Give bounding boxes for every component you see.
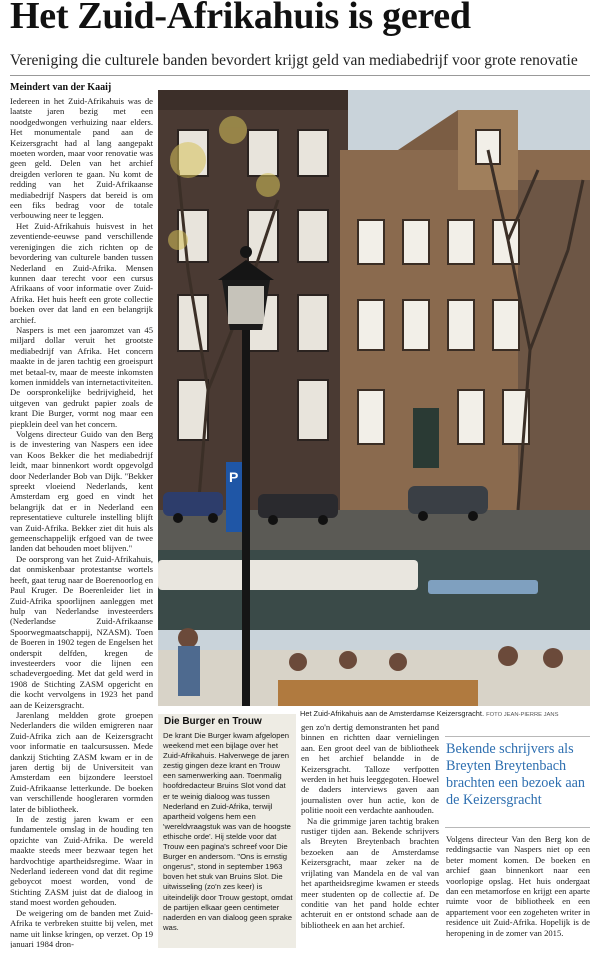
paragraph: Volgens directeur Van den Berg kon de reddingsactie van Naspers niet op een beter moment komen. De boeken en archief gaan binnenkort naar een voorlopige opslag. Het huis ondergaat dan een metamorfose en krijgt een aparte ruimte voor de bibliotheek en een appartement voor een zogeheten writer in residence uit Zuid-Afrika. Hopelijk is de heropening in de zomer van 2015.	[446, 834, 590, 938]
article-column-4	[446, 834, 590, 948]
photo-caption	[300, 709, 590, 720]
quote-rule-top	[445, 736, 590, 737]
paragraph: Volgens directeur Guido van den Berg is de investering van Naspers een idee van Koos Bekker die het mediabedrijf leidt, maar binnenkort wordt opgevolgd door Nederlander Bob van Dijk. "Bekker spreekt vloeiend Nederlands, kent Amsterdam erg goed en vindt het belangrijk dat er in Nederland een representatieve culturele instelling blijft van Zuid-Afrika. Bekker ziet dit huis als gemeenschappelijk erfgoed van de twee landen dat behouden moet blijven."	[10, 429, 153, 554]
article-column-1	[10, 96, 153, 948]
paragraph: Na die grimmige jaren tachtig braken rustiger tijden aan. Bekende schrijvers als Breyten Breytenbach brachten bezoeken aan de Amsterdamse Keizersgracht, maar zeker na de vrijlating van Mandela en de val van het apartheidsregime kwamen er steeds meer studenten op de collectie af. De conditie van het pand holde echter achteruit en er ontstond schade aan de bibliotheek en aan het archief.	[301, 815, 439, 930]
sidebar-text: De krant Die Burger kwam afgelopen weekend met een bijlage over het Zuid-Afrikahuis. Halverwege de jaren zestig gingen deze krant en Trouw een samenwerking aan. Toenmalig hoofdredacteur Bruins Slot vond dat er te weinig dialoog was tussen Nederland en Zuid-Afrika, terwijl apartheid volgens hem een 'wereldvraagstuk was van de hoogste ethische orde'. Hij stelde voor dat Trouw een pagina's schreef voor Die Burger en andersom. "Ons is ernstig ongerus", stond in september 1963 boven het stuk van Bruins Slot. Die uitwisseling (zo'n zes keer) is uiteindelijk door Trouw gestopt, omdat de partijen elkaar geen centimeter naderden en van dialoog geen sprake was.	[163, 731, 293, 932]
paragraph: gen zo'n dertig demonstranten het pand binnen en richtten daar vernielingen aan. Een groot deel van de bibliotheek en het archief belandde in de Keizersgracht. Talloze verfpotten werden in het huis leeggegoten. Hoewel de daders interviews gaven aan journalisten over hun actie, kon de politie nooit een verdachte aanhouden.	[301, 722, 439, 816]
article-column-3	[301, 722, 439, 948]
subheadline: Vereniging die culturele banden bevordert krijgt geld van mediabedrijf voor grote renovatie	[10, 52, 578, 69]
photo-keizersgracht	[158, 90, 590, 706]
byline: Meindert van der Kaaij	[10, 82, 112, 93]
paragraph: In de zestig jaren kwam er een fundamentele omslag in de houding ten opzichte van Zuid-Afrika. De wereld maakte steeds meer bezwaar tegen het hardvochtige apartheidsregime. Waar in Nederland iedereen vond dat dit regime geboycot moest worden, vond de Stichting ZASM juist dat de dialoog in stand moest worden gehouden.	[10, 814, 153, 908]
photo-credit: FOTO JEAN-PIERRE JANS	[486, 712, 559, 718]
caption-text: Het Zuid-Afrikahuis aan de Amsterdamse Keizersgracht.	[300, 709, 485, 718]
divider	[10, 75, 590, 76]
sidebar-title: Die Burger en Trouw	[164, 716, 262, 727]
paragraph: De weigering om de banden met Zuid-Afrika te verbreken stuitte bij velen, met name uit linkse kringen, op verzet. Op 19 januari 1984 dron-	[10, 907, 153, 948]
paragraph: Het Zuid-Afrikahuis huisvest in het zeventiende-eeuwse pand verschillende verenigingen die zich richten op de bevordering van culturele banden tussen Nederland en Zuid-Afrika. Mensen kunnen daar terecht voor een cursus Afrikaans of voor informatie over Zuid-Afrika. Het huis heeft een grote collectie boeken over dat land en een belangrijk archief.	[10, 220, 153, 325]
pull-quote: Bekende schrijvers als Breyten Breytenbach brachten een bezoek aan de Keizersgracht	[446, 741, 586, 808]
quote-rule-bottom	[445, 827, 590, 828]
paragraph: Naspers is met een jaaromzet van 45 miljard dollar veruit het grootste mediabedrijf van Afrika. Het concern maakte in de jaren tachtig een groeispurt met betaal-tv, maar de meeste inkomsten komen inmiddels van internetactiviteiten. De oorspronkelijke bedrijvigheid, het uitgeven van gedrukt papier zoals de krant Die Burger, vormt nog maar een piepklein deel van het concern.	[10, 324, 153, 429]
paragraph: Iedereen in het Zuid-Afrikahuis was de laatste jaren bezig met een noodgedwongen verhuizing naar elders. Het monumentale pand aan de Keizersgracht had al lang aangepakt moeten worden, maar voor renovatie was geen geld. Delen van het archief dreigden verloren te gaan. Nu komt de redding van het Zuid-Afrikaanse mediabedrijf Naspers dat bereid is om een fiks bedrag voor de totale verbouwing neer te leggen.	[10, 96, 153, 221]
article-photo	[158, 90, 590, 706]
paragraph: Jarenlang meldden grote groepen Nederlanders die wilden emigreren naar Zuid-Afrika zich aan de Keizersgracht voor informatie en taalcursussen. Mede dankzij Stichting ZASM kwam er in de jaren dertig bij de Universiteit van Amsterdam een bijzondere leerstoel Zuid-Afrikaanse letterkunde. De boeken van verschillende hoogleraren vormden later de bibliotheek.	[10, 709, 153, 814]
svg-text:P: P	[229, 469, 239, 485]
headline: Het Zuid-Afrikahuis is gered	[10, 0, 471, 37]
paragraph: De oorsprong van het Zuid-Afrikahuis, dat onmiskenbaar protestantse wortels heeft, gaat terug naar de Boerenoorlog en Paul Kruger. De Boerenleider liet in Zuid-Afrika spoorlijnen aanleggen met hulp van Nederlandse investeerders (Nederlandse Zuid-Afrikaanse Spoorwegmaatschappij, NZASM). Toen de Boeren in 1902 tegen de Engelsen het onderspit delfden, kregen de investeerders voor die lijnen een schadevergoeding. Met dat geld werd in 1908 de Stichting ZASM opgericht en die kocht vervolgens in 1923 het pand aan de Keizersgracht.	[10, 553, 153, 710]
